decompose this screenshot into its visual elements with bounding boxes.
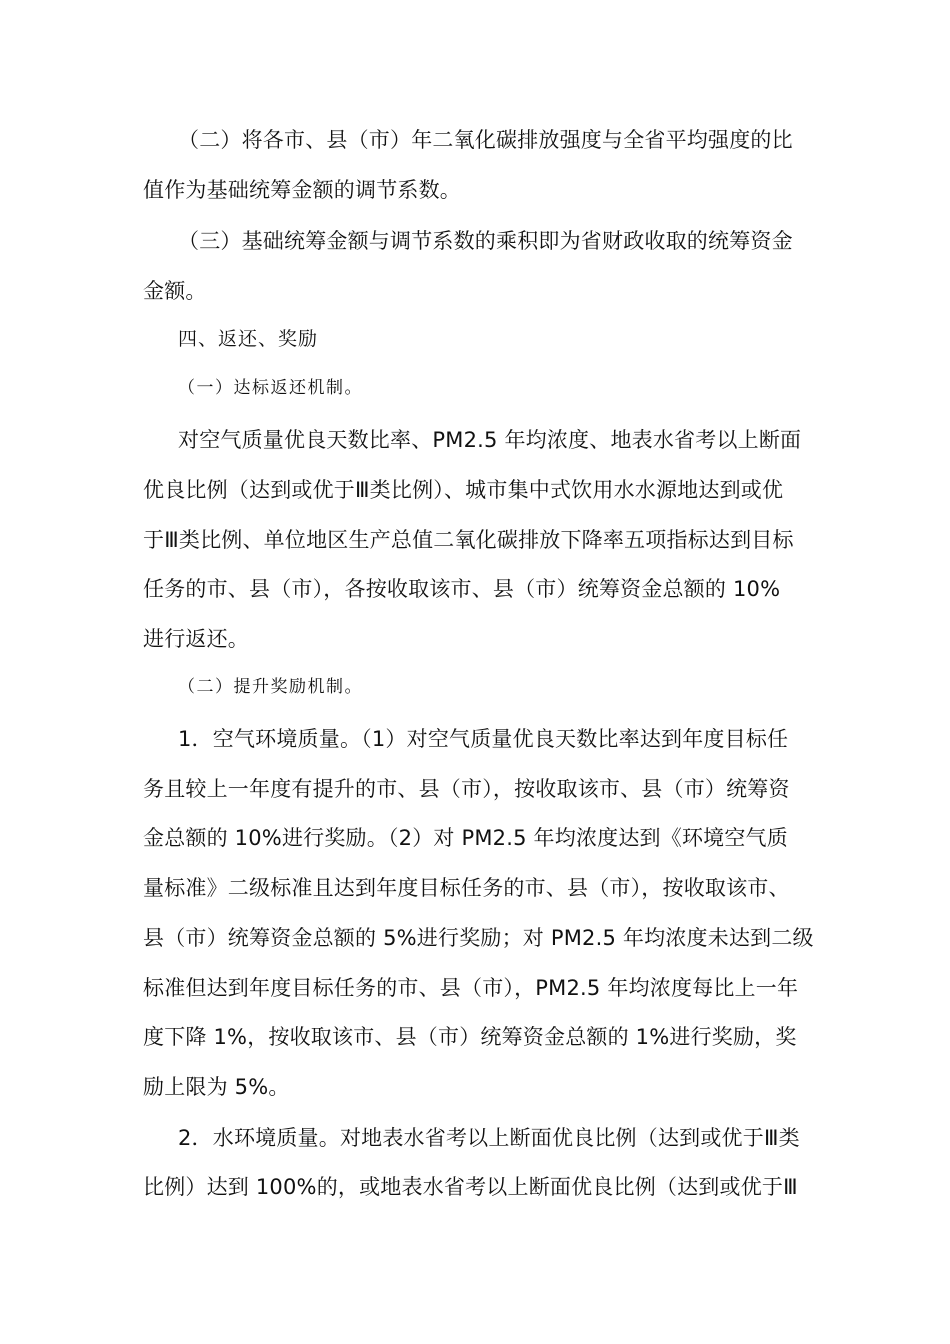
paragraph-line: 任务的市、县（市），各按收取该市、县（市）统筹资金总额的 10% <box>143 577 781 601</box>
paragraph-line: 度下降 1%，按收取该市、县（市）统筹资金总额的 1%进行奖励，奖 <box>143 1025 797 1049</box>
paragraph-line: 县（市）统筹资金总额的 5%进行奖励；对 PM2.5 年均浓度未达到二级 <box>143 926 814 950</box>
paragraph-line: 励上限为 5%。 <box>143 1075 290 1099</box>
paragraph-line: 值作为基础统筹金额的调节系数。 <box>143 178 461 202</box>
paragraph-line: （二）将各市、县（市）年二氧化碳排放强度与全省平均强度的比 <box>178 128 793 152</box>
subsection-heading: （一）达标返还机制。 <box>178 378 363 398</box>
subsection-heading: （二）提升奖励机制。 <box>178 677 363 697</box>
paragraph-line: 标准但达到年度目标任务的市、县（市），PM2.5 年均浓度每比上一年 <box>143 976 799 1000</box>
paragraph-line: 务且较上一年度有提升的市、县（市），按收取该市、县（市）统筹资 <box>143 777 790 801</box>
paragraph-line: 对空气质量优良天数比率、PM2.5 年均浓度、地表水省考以上断面 <box>178 428 802 452</box>
paragraph-line: 金额。 <box>143 279 207 303</box>
paragraph-line: 进行返还。 <box>143 627 249 651</box>
paragraph-line: （三）基础统筹金额与调节系数的乘积即为省财政收取的统筹资金 <box>178 229 793 253</box>
paragraph-line: 于Ⅲ类比例、单位地区生产总值二氧化碳排放下降率五项指标达到目标 <box>143 528 794 552</box>
paragraph-line: 比例）达到 100%的，或地表水省考以上断面优良比例（达到或优于Ⅲ <box>143 1175 798 1199</box>
paragraph-line: 优良比例（达到或优于Ⅲ类比例）、城市集中式饮用水水源地达到或优 <box>143 478 784 502</box>
paragraph-line: 金总额的 10%进行奖励。（2）对 PM2.5 年均浓度达到《环境空气质 <box>143 826 788 850</box>
paragraph-line: 2．水环境质量。对地表水省考以上断面优良比例（达到或优于Ⅲ类 <box>178 1126 800 1150</box>
paragraph-line: 量标准》二级标准且达到年度目标任务的市、县（市），按收取该市、 <box>143 876 790 900</box>
section-heading: 四、返还、奖励 <box>178 328 319 350</box>
paragraph-line: 1．空气环境质量。（1）对空气质量优良天数比率达到年度目标任 <box>178 727 789 751</box>
